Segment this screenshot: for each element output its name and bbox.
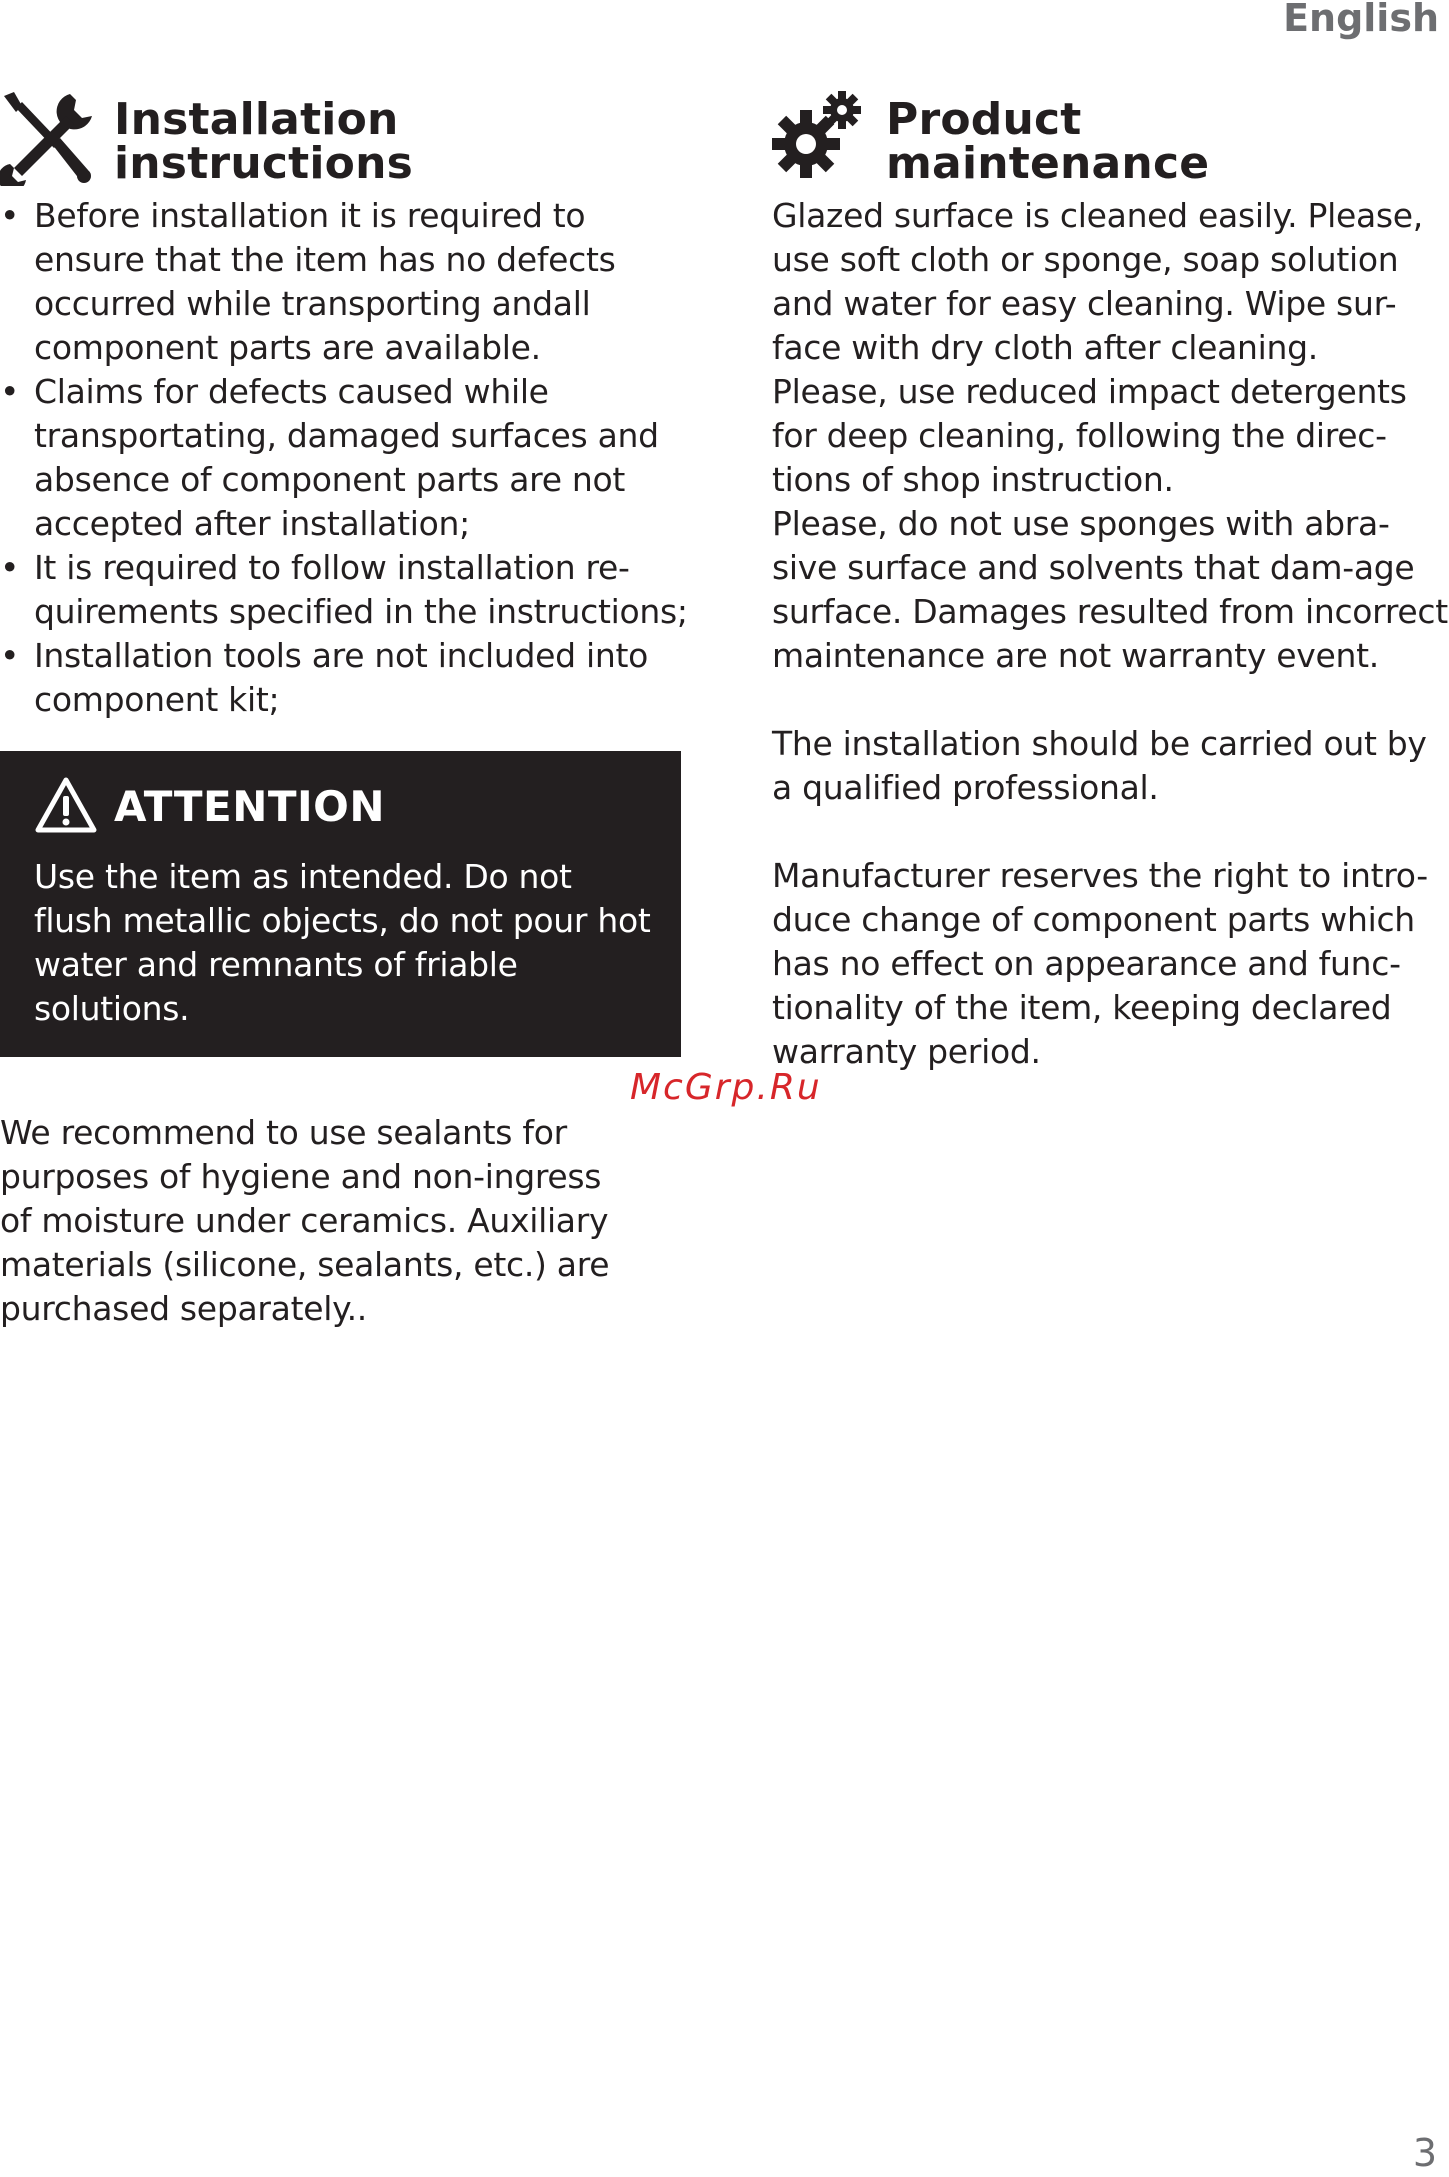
installation-title-line2: instructions <box>114 138 413 189</box>
maintenance-heading <box>772 90 1449 194</box>
professional-note: The installation should be carried out by a qualified professional. <box>772 724 1427 807</box>
language-label: English <box>1283 0 1439 40</box>
maintenance-title-line2: maintenance <box>886 138 1210 189</box>
attention-text: Use the item as intended. Do not flush metallic objects, do not pour hot water and remnants of friable solutions. <box>34 857 651 1028</box>
maintenance-section <box>772 90 1449 1074</box>
list-item: • Claims for defects caused while transportating, damaged surfaces and absence of component parts are not accepted after installation; <box>0 370 690 546</box>
maintenance-text <box>772 194 1449 1074</box>
attention-header <box>34 771 651 841</box>
warning-triangle-icon <box>34 776 98 836</box>
list-item: • It is required to follow installation re-quirements specified in the instructions; <box>0 546 690 634</box>
installation-title-line1: Installation <box>114 94 399 145</box>
installation-section <box>0 90 690 722</box>
page-number: 3 <box>1412 2131 1437 2175</box>
recommendation-text: We recommend to use sealants for purposes of hygiene and non-ingress of moisture under ceramics. Auxiliary materials (silicone, sealants, etc.) are purchased separately.. <box>0 1113 610 1328</box>
attention-box <box>0 751 681 1057</box>
manufacturer-note: Manufacturer reserves the right to intro-duce change of component parts which has no effect on appearance and func-tionality of the item, keeping declared warranty period. <box>772 856 1428 1071</box>
list-item: • Installation tools are not included into component kit; <box>0 634 690 722</box>
installation-title <box>114 94 413 189</box>
list-item: • Before installation it is required to ensure that the item has no defects occurred while transporting andall component parts are available. <box>0 194 690 370</box>
maintenance-paragraph: Glazed surface is cleaned easily. Please, use soft cloth or sponge, soap solution and water for easy cleaning. Wipe sur-face with dry cloth after cleaning. <box>772 196 1423 367</box>
installation-list <box>0 194 690 722</box>
maintenance-paragraph: Please, do not use sponges with abra-sive surface and solvents that dam-age surface. Damages resulted from incorrect maintenance are not warranty event. <box>772 504 1448 675</box>
installation-heading <box>0 90 690 194</box>
attention-title: ATTENTION <box>114 781 385 831</box>
maintenance-paragraph: Please, use reduced impact detergents for deep cleaning, following the direc-tions of shop instruction. <box>772 372 1407 499</box>
gears-icon <box>772 90 868 186</box>
wrench-screwdriver-icon <box>0 90 96 186</box>
maintenance-title-line1: Product <box>886 94 1082 145</box>
watermark: McGrp.Ru <box>630 1067 822 1108</box>
maintenance-title <box>886 94 1210 189</box>
